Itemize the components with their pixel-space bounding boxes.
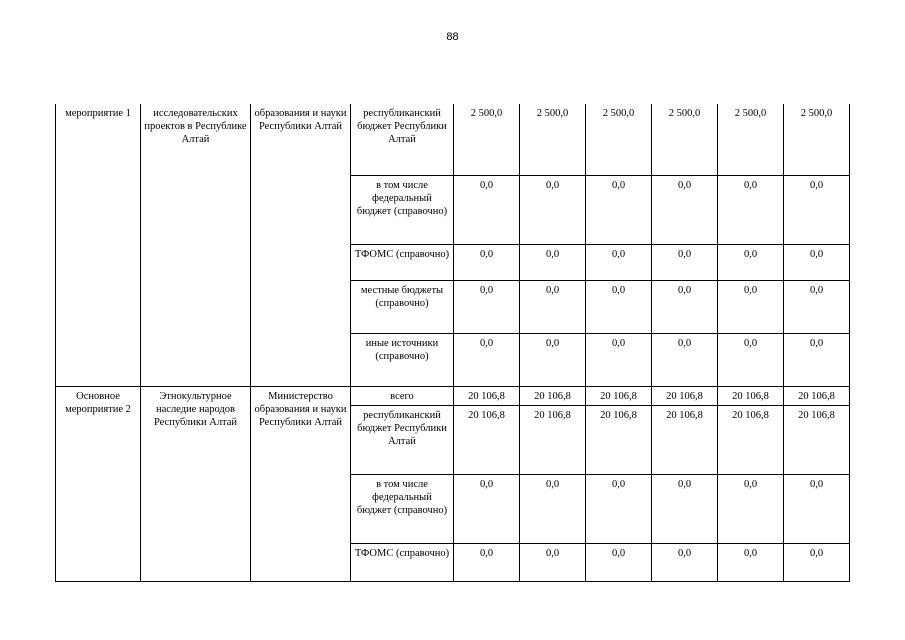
- funding-source-cell: местные бюджеты (справочно): [351, 280, 454, 333]
- value-cell: 0,0: [520, 474, 586, 543]
- value-cell: 0,0: [652, 175, 718, 244]
- value-cell: 0,0: [454, 244, 520, 280]
- value-cell: 0,0: [652, 244, 718, 280]
- value-cell: 2 500,0: [454, 104, 520, 175]
- value-cell: 0,0: [784, 474, 850, 543]
- value-cell: 2 500,0: [718, 104, 784, 175]
- value-cell: 0,0: [520, 333, 586, 386]
- value-cell: 0,0: [586, 333, 652, 386]
- value-cell: 0,0: [454, 175, 520, 244]
- value-cell: 20 106,8: [586, 405, 652, 474]
- value-cell: 0,0: [718, 474, 784, 543]
- value-cell: 2 500,0: [586, 104, 652, 175]
- value-cell: 20 106,8: [586, 386, 652, 405]
- table-body: [56, 104, 850, 581]
- value-cell: 20 106,8: [520, 405, 586, 474]
- value-cell: 0,0: [718, 175, 784, 244]
- value-cell: 0,0: [652, 474, 718, 543]
- funding-source-cell: республиканский бюджет Республики Алтай: [351, 104, 454, 175]
- value-cell: 0,0: [454, 333, 520, 386]
- value-cell: 0,0: [454, 474, 520, 543]
- executor-cell: образования и науки Республики Алтай: [251, 104, 351, 386]
- table-row: [56, 104, 850, 175]
- event-name-cell: Этнокультурное наследие народов Республики Алтай: [141, 386, 251, 581]
- value-cell: 20 106,8: [718, 386, 784, 405]
- value-cell: 0,0: [718, 333, 784, 386]
- value-cell: 20 106,8: [784, 386, 850, 405]
- value-cell: 0,0: [520, 244, 586, 280]
- value-cell: 0,0: [586, 175, 652, 244]
- funding-source-cell: всего: [351, 386, 454, 405]
- value-cell: 0,0: [718, 543, 784, 581]
- budget-table: [55, 104, 850, 582]
- funding-source-cell: в том числе федеральный бюджет (справочно): [351, 474, 454, 543]
- value-cell: 20 106,8: [652, 386, 718, 405]
- value-cell: 0,0: [520, 543, 586, 581]
- value-cell: 20 106,8: [784, 405, 850, 474]
- value-cell: 2 500,0: [652, 104, 718, 175]
- value-cell: 0,0: [454, 543, 520, 581]
- value-cell: 0,0: [784, 333, 850, 386]
- value-cell: 0,0: [586, 543, 652, 581]
- value-cell: 20 106,8: [652, 405, 718, 474]
- value-cell: 0,0: [520, 280, 586, 333]
- value-cell: 0,0: [784, 244, 850, 280]
- event-cell: мероприятие 1: [56, 104, 141, 386]
- value-cell: 0,0: [652, 543, 718, 581]
- value-cell: 2 500,0: [784, 104, 850, 175]
- value-cell: 0,0: [718, 244, 784, 280]
- event-cell: Основное мероприятие 2: [56, 386, 141, 581]
- value-cell: 20 106,8: [718, 405, 784, 474]
- page-number: 88: [446, 31, 459, 43]
- value-cell: 20 106,8: [454, 405, 520, 474]
- value-cell: 0,0: [784, 280, 850, 333]
- value-cell: 0,0: [784, 175, 850, 244]
- executor-cell: Министерство образования и науки Республики Алтай: [251, 386, 351, 581]
- funding-source-cell: ТФОМС (справочно): [351, 244, 454, 280]
- value-cell: 0,0: [520, 175, 586, 244]
- value-cell: 0,0: [652, 280, 718, 333]
- table-row: [56, 386, 850, 405]
- value-cell: 0,0: [652, 333, 718, 386]
- event-name-cell: исследовательских проектов в Республике Алтай: [141, 104, 251, 386]
- value-cell: 2 500,0: [520, 104, 586, 175]
- funding-source-cell: в том числе федеральный бюджет (справочно): [351, 175, 454, 244]
- value-cell: 0,0: [586, 244, 652, 280]
- value-cell: 0,0: [718, 280, 784, 333]
- value-cell: 0,0: [784, 543, 850, 581]
- value-cell: 20 106,8: [520, 386, 586, 405]
- value-cell: 0,0: [586, 474, 652, 543]
- value-cell: 0,0: [586, 280, 652, 333]
- funding-source-cell: ТФОМС (справочно): [351, 543, 454, 581]
- value-cell: 0,0: [454, 280, 520, 333]
- value-cell: 20 106,8: [454, 386, 520, 405]
- funding-source-cell: иные источники (справочно): [351, 333, 454, 386]
- funding-source-cell: республиканский бюджет Республики Алтай: [351, 405, 454, 474]
